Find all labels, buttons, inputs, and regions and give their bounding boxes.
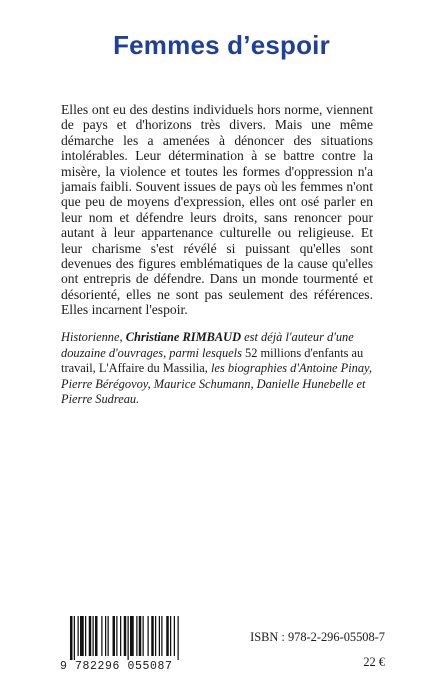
barcode-bar bbox=[108, 616, 109, 656]
barcode-bar bbox=[161, 616, 162, 656]
barcode-bar bbox=[124, 616, 127, 656]
author-bio-mid: est déjà l'auteur d'une douzaine d'ouvrages, parmi lesquels bbox=[61, 330, 354, 360]
barcode-bar bbox=[78, 616, 79, 656]
isbn: ISBN : 978-2-296-05508-7 bbox=[250, 630, 385, 644]
barcode-bar bbox=[151, 616, 154, 656]
barcode-bar bbox=[155, 616, 156, 656]
barcode-bar bbox=[128, 616, 129, 660]
barcode-bar bbox=[166, 616, 169, 656]
barcode-bar bbox=[116, 616, 117, 656]
author-bio-intro: Historienne, bbox=[61, 330, 123, 344]
barcode-bar bbox=[178, 616, 179, 660]
barcode-bar bbox=[174, 616, 175, 656]
author-works: 52 millions d'enfants au travail, L'Affaire du Massilia, bbox=[61, 345, 364, 376]
barcode-bars bbox=[60, 616, 220, 660]
barcode-bar bbox=[170, 616, 171, 656]
barcode-bar bbox=[89, 616, 92, 656]
barcode-bar bbox=[70, 616, 73, 660]
barcode-bar bbox=[130, 616, 134, 656]
barcode-bar bbox=[159, 616, 160, 656]
barcode-bar bbox=[74, 616, 75, 660]
author-biographies: les biographies d'Antoine Pinay, Pierre Bérégovoy, Maurice Schumann, Danielle Hunebelle et Pierre Sudreau. bbox=[61, 361, 372, 407]
barcode-bar bbox=[113, 616, 116, 656]
barcode-bar bbox=[143, 616, 144, 656]
barcode-bar bbox=[120, 616, 121, 656]
barcode-bar bbox=[105, 616, 106, 656]
barcode-bar bbox=[80, 616, 84, 656]
author-name: Christiane RIMBAUD bbox=[125, 330, 242, 344]
back-cover-blurb: Elles ont eu des destins individuels hors norme, viennent de pays et d'horizons très divers. Mais une même démarche les a amenées à dénoncer des situations intolérables. Leur détermination à se battre contre la misère, la violence et toutes les formes d'oppression n'a jamais faibli. Souvent issues de pays où les femmes n'ont que peu de moyens d'expression, elles ont osé parler en leur nom et défendre leurs droits, sans renoncer pour autant à leur appartenance culturelle ou religieuse. Et leur charisme s'est révélé si puissant qu'elles sont devenues des figures emblématiques de la cause qu'elles ont entrepris de défendre. Dans un monde tourmenté et désorienté, elles ne sont pas seulement des références. Elles incarnent l'espoir. bbox=[61, 102, 373, 318]
barcode-bar bbox=[139, 616, 142, 656]
price: 22 € bbox=[363, 655, 385, 669]
barcode-bar bbox=[148, 616, 149, 656]
barcode-bar bbox=[95, 616, 98, 656]
barcode-bar bbox=[85, 616, 86, 656]
barcode-bar bbox=[101, 616, 102, 656]
book-title: Femmes d’espoir bbox=[113, 30, 330, 60]
barcode-bar bbox=[136, 616, 137, 656]
barcode-bar bbox=[93, 616, 94, 656]
author-bio bbox=[61, 330, 383, 408]
barcode-digits: 9 782296 055087 bbox=[60, 660, 173, 673]
